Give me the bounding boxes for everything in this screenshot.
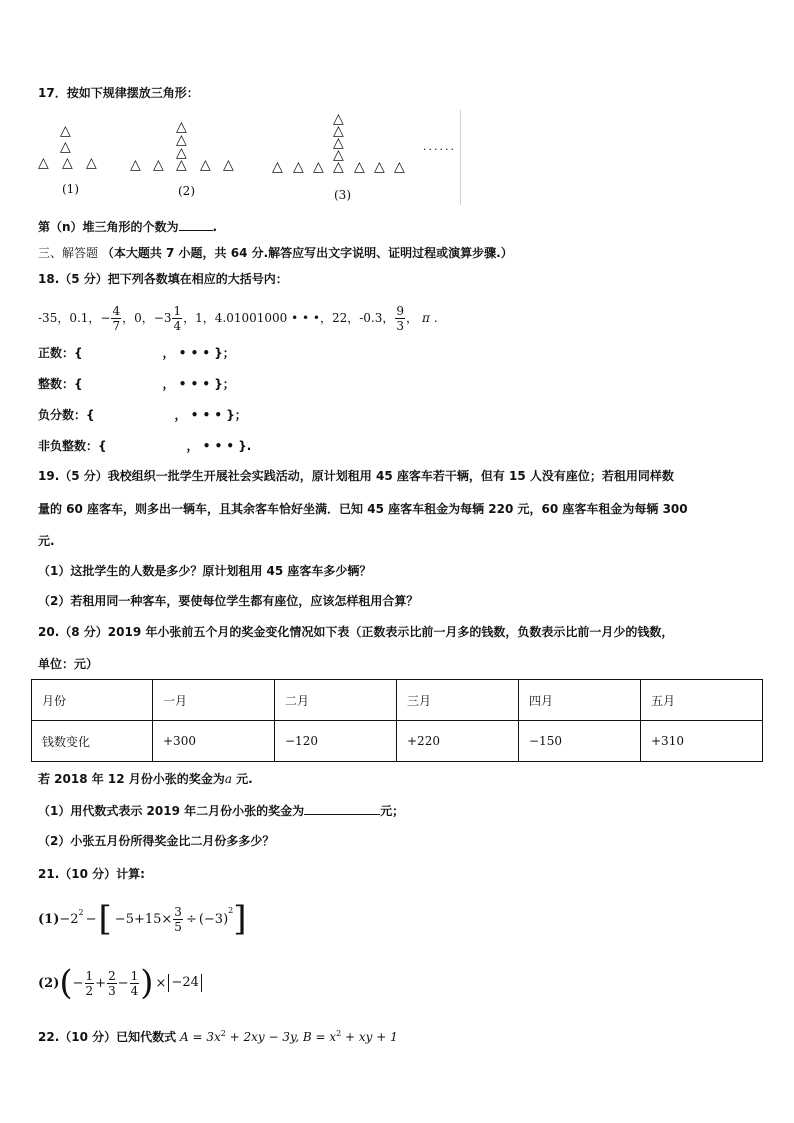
fraction: $\frac{9}{3}$ bbox=[396, 303, 404, 333]
absolute-value: −24 bbox=[168, 974, 201, 992]
q19-line2: 量的 60 座客车，则多出一辆车，且其余客车恰好坐满．已知 45 座客车租金为每辆 220 元，60 座客车租金为每辆 300 bbox=[38, 502, 688, 516]
q19-line1: 19.（5 分）我校组织一批学生开展社会实践活动，原计划租用 45 座客车若干辆，但有 15 人没有座位；若租用同样数 bbox=[38, 469, 674, 483]
figure-label-1: (1) bbox=[62, 182, 79, 196]
table-cell: 月份 bbox=[32, 680, 153, 721]
q17-title: 17．按如下规律摆放三角形： bbox=[38, 86, 199, 100]
set-nonneg-integer: 非负整数：{ ， • • • }. bbox=[38, 439, 252, 453]
answer-blank[interactable] bbox=[179, 218, 213, 231]
section-heading: 三、解答题 （本大题共 7 小题，共 64 分.解答应写出文字说明、证明过程或演算步骤.） bbox=[38, 246, 513, 260]
bonus-change-table bbox=[31, 679, 763, 762]
q20-line1: 20.（8 分）2019 年小张前五个月的奖金变化情况如下表（正数表示比前一月多的钱数，负数表示比前一月少的钱数， bbox=[38, 625, 674, 639]
q18-number-list: -35，0.1， − $\frac{4}{7}$ ，0， −3 $\frac{1}{4}$ ，1，4.01001000 • • •，22，-0.3， $\frac{9}{3}$ ， π . bbox=[38, 303, 438, 333]
continuation-dots: ...... bbox=[423, 140, 456, 153]
set-positive: 正数：{ ， • • • }； bbox=[38, 346, 235, 360]
table-cell: 一月 bbox=[153, 680, 275, 721]
q22-line: 22.（10 分）已知代数式 $A = 3x^2 + 2xy - 3y$, $B = x^2$ + xy + 1 bbox=[38, 1029, 398, 1044]
fraction: $\frac{4}{7}$ bbox=[112, 303, 121, 333]
figure-label-3: (3) bbox=[334, 188, 351, 202]
q20-sub1: （1）用代数式表示 2019 年二月份小张的奖金为 元； bbox=[38, 804, 405, 818]
fraction: $\frac{1}{2}$ bbox=[85, 968, 94, 998]
fraction: $\frac{1}{4}$ bbox=[173, 303, 182, 333]
fraction: $\frac{3}{5}$ bbox=[174, 904, 182, 934]
table-cell: 三月 bbox=[397, 680, 519, 721]
q18-title: 18.（5 分）把下列各数填在相应的大括号内： bbox=[38, 272, 288, 286]
table-cell: +310 bbox=[641, 721, 763, 762]
table-cell: +220 bbox=[397, 721, 519, 762]
q19-line3: 元. bbox=[38, 534, 55, 548]
table-cell: −120 bbox=[275, 721, 397, 762]
q19-sub1: （1）这批学生的人数是多少？原计划租用 45 座客车多少辆？ bbox=[38, 564, 372, 578]
table-cell: 二月 bbox=[275, 680, 397, 721]
table-cell: 四月 bbox=[519, 680, 641, 721]
q20-line2: 单位：元） bbox=[38, 657, 99, 671]
fraction: $\frac{2}{3}$ bbox=[108, 968, 116, 998]
set-negative-fraction: 负分数：{ ， • • • }； bbox=[38, 408, 247, 422]
triangle-pattern-figure bbox=[38, 110, 461, 205]
table-row bbox=[32, 721, 763, 762]
table-cell: 钱数变化 bbox=[32, 721, 153, 762]
table-cell: +300 bbox=[153, 721, 275, 762]
q21-expression-1: (1) −2 $^2$ − [ −5+15× $\frac{3}{5}$ ÷ (−3) $^2$ ] bbox=[38, 899, 247, 939]
q21-title: 21.（10 分）计算: bbox=[38, 867, 145, 881]
q17-question: 第（n）堆三角形的个数为 . bbox=[38, 220, 218, 234]
q19-sub2: （2）若租用同一种客车，要使每位学生都有座位，应该怎样租用合算？ bbox=[38, 594, 419, 608]
q20-sub2: （2）小张五月份所得奖金比二月份多多少？ bbox=[38, 834, 275, 848]
table-cell: 五月 bbox=[641, 680, 763, 721]
set-integer: 整数：{ ， • • • }； bbox=[38, 377, 235, 391]
figure-label-2: (2) bbox=[178, 184, 195, 198]
q21-expression-2: (2) ( − $\frac{1}{2}$ + $\frac{2}{3}$ − $\frac{1}{4}$ ) × −24 bbox=[38, 960, 202, 1006]
answer-blank[interactable] bbox=[304, 802, 380, 815]
table-row bbox=[32, 680, 763, 721]
q20-premise: 若 2018 年 12 月份小张的奖金为a 元. bbox=[38, 772, 253, 786]
fraction: $\frac{1}{4}$ bbox=[130, 968, 139, 998]
table-cell: −150 bbox=[519, 721, 641, 762]
